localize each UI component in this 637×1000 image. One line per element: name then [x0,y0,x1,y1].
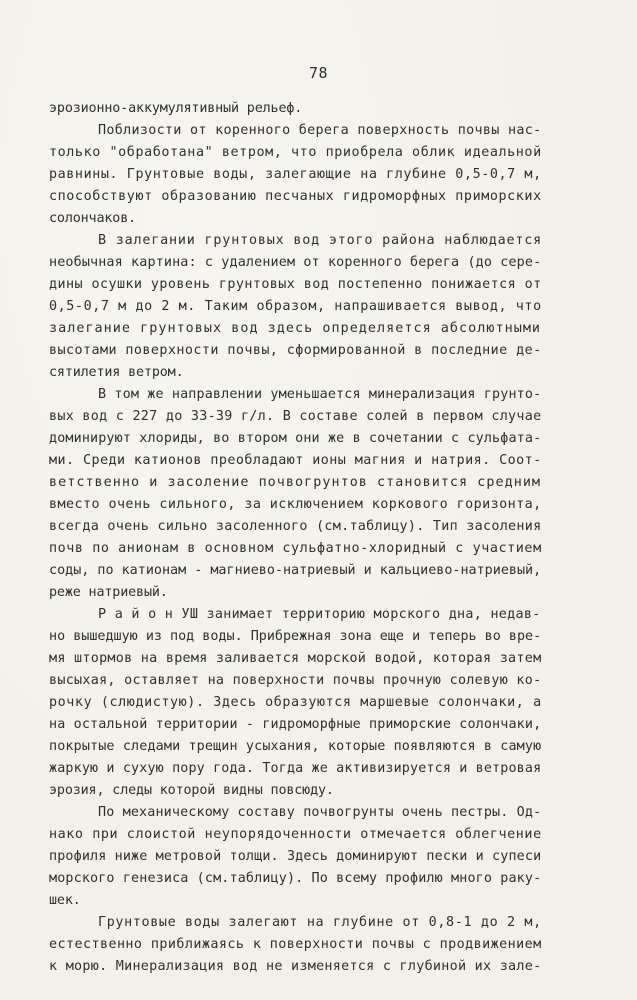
text-line: способствуют образованию песчаных гидроморфных приморских [49,189,542,204]
text-line: на остальной территории - гидроморфные приморские солончаки, [49,717,542,732]
text-line: В том же направлении уменьшается минерализация грунто- [98,387,542,402]
text-line: вых вод с 227 до 33-39 г/л. В составе солей в первом случае [49,409,542,424]
text-line: вместо очень сильного, за исключением коркового горизонта, [49,497,542,512]
text-line: покрытые следами трещин усыхания, которые появляются в самую [49,739,542,754]
text-line: ветственно и засоление почвогрунтов становится средним [49,475,542,490]
text-line: мя штормов на время заливается морской водой, которая затем [49,651,542,666]
text-line: профиля ниже метровой толщи. Здесь доминируют пески и супеси [49,849,542,864]
text-line: морского генезиса (см.таблицу). По всему профилю много раку- [49,871,542,886]
text-line: почв по анионам в основном сульфатно-хлоридный с участием [49,541,542,556]
text-line: Р а й о н УШ занимает территорию морского дна, недав- [98,607,541,622]
text-line: но вышедшую из под воды. Прибрежная зона еще и теперь во вре- [49,629,542,644]
text-line: залегание грунтовых вод здесь определяется абсолютными [49,321,542,336]
text-line: соды, по катионам - магниево-натриевый и кальциево-натриевый, [49,563,542,578]
text-line: В залегании грунтовых вод этого района наблюдается [98,233,542,248]
text-line: жаркую и сухую пору года. Тогда же активизируется и ветровая [49,761,542,776]
text-line: доминируют хлориды, во втором они же в сочетании с сульфата- [49,431,542,446]
text-line: реже натриевый. [49,585,168,600]
text-line: солончаков. [49,211,137,226]
text-line: к морю. Минерализация вод не изменяется с глубиной их зале- [49,959,542,974]
text-line: Поблизости от коренного берега поверхность почвы нас- [98,123,542,138]
text-line: необычная картина: с удалением от коренного берега (до сере- [49,255,542,270]
text-line: высотами поверхности почвы, сформированной в последние де- [49,343,542,358]
text-line: нако при слоистой неупорядоченности отмечается облегчение [49,827,542,842]
text-line: только "обработана" ветром, что приобрела облик идеальной [49,145,542,160]
text-line: По механическому составу почвогрунты очень пестры. Од- [98,805,542,820]
text-line: сятилетия ветром. [49,365,184,380]
text-line: 0,5-0,7 м до 2 м. Таким образом, напрашивается вывод, что [49,299,542,314]
page-number: 78 [308,64,329,82]
text-line: эрозионно-аккумулятивный рельеф. [49,101,303,116]
text-line: всегда очень сильно засоленного (см.таблицу). Тип засоления [49,519,542,534]
text-line: рочку (слюдистую). Здесь образуются маршевые солончаки, а [49,695,542,710]
text-line: Грунтовые воды залегают на глубине от 0,8-1 до 2 м, [98,915,542,930]
text-line: дины осушки уровень грунтовых вод постепенно понижается от [49,277,542,292]
text-line: равнины. Грунтовые воды, залегающие на глубине 0,5-0,7 м, [49,167,542,182]
text-line: высыхая, оставляет на поверхности почвы прочную солевую ко- [49,673,542,688]
text-line: шек. [49,893,81,908]
text-line: эрозия, следы которой видны повсюду. [49,783,334,798]
text-line: естественно приближаясь к поверхности почвы с продвижением [49,937,542,952]
text-line: ми. Среди катионов преобладают ионы магния и натрия. Соот- [49,453,542,468]
